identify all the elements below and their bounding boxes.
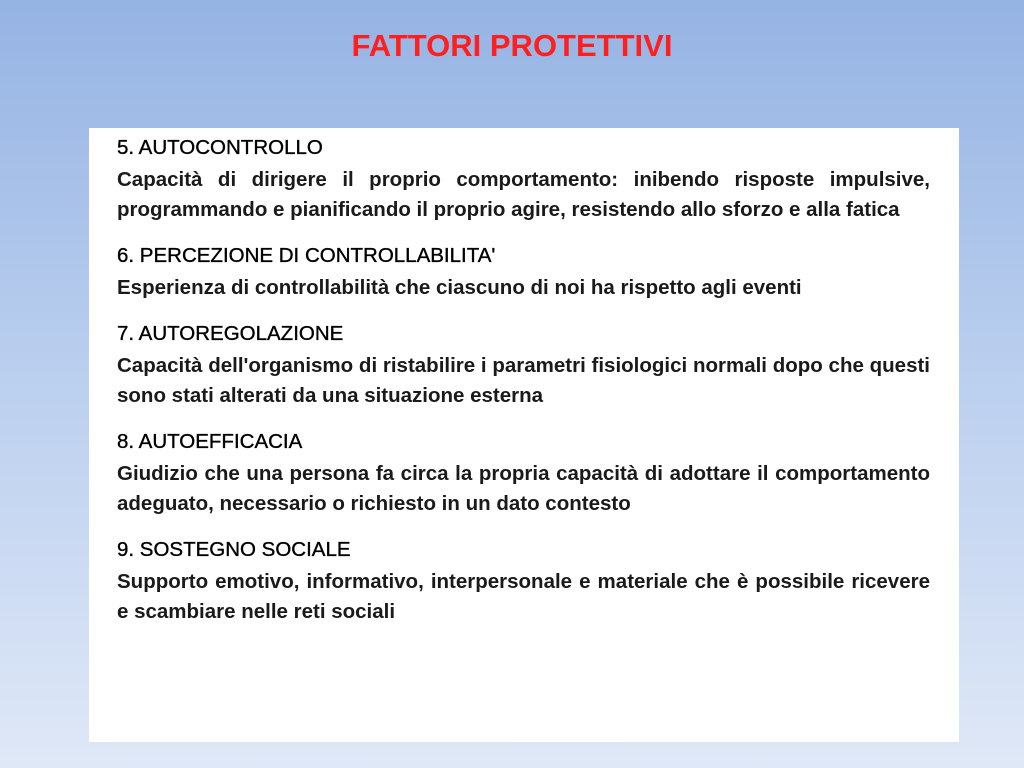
item-description: Supporto emotivo, informativo, interpersonale e materiale che è possibile ricevere e scambiare nelle reti sociali	[117, 570, 930, 623]
item-heading: 6. PERCEZIONE DI CONTROLLABILITA'	[117, 244, 496, 267]
item-description: Capacità dell'organismo di ristabilire i parametri fisiologici normali dopo che questi sono stati alterati da una situazione esterna	[117, 354, 930, 407]
list-item-percezione-controllabilita	[117, 243, 930, 303]
list-item-autoefficacia	[117, 429, 930, 519]
item-heading: 7. AUTOREGOLAZIONE	[117, 322, 344, 345]
list-item-autocontrollo	[117, 135, 930, 225]
item-heading: 5. AUTOCONTROLLO	[117, 136, 323, 159]
list-item-autoregolazione	[117, 321, 930, 411]
item-description: Esperienza di controllabilità che ciascuno di noi ha rispetto agli eventi	[117, 276, 802, 299]
slide-title: FATTORI PROTETTIVI	[351, 28, 673, 63]
item-heading: 8. AUTOEFFICACIA	[117, 430, 303, 453]
item-heading: 9. SOSTEGNO SOCIALE	[117, 538, 351, 561]
list-item-sostegno-sociale	[117, 537, 930, 627]
item-description: Giudizio che una persona fa circa la propria capacità di adottare il comportamento adeguato, necessario o richiesto in un dato contesto	[117, 462, 930, 515]
content-box	[89, 128, 959, 742]
item-description: Capacità di dirigere il proprio comportamento: inibendo risposte impulsive, programmando e pianificando il proprio agire, resistendo allo sforzo e alla fatica	[117, 168, 930, 221]
